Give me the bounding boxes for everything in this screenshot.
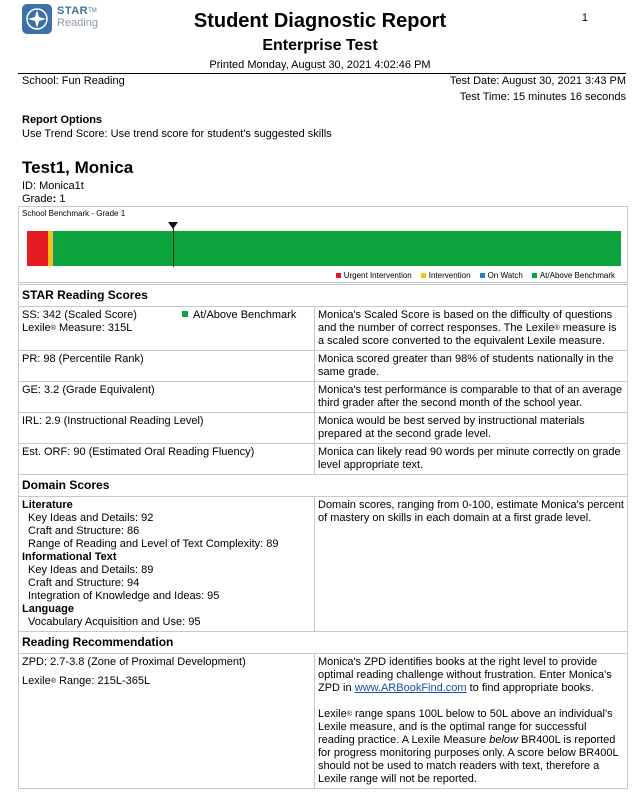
logo-product: Reading xyxy=(57,17,98,29)
benchmark-panel xyxy=(18,206,628,283)
domain-item: Craft and Structure: 94 xyxy=(28,577,140,589)
legend-item xyxy=(421,271,471,280)
logo-trademark: TM xyxy=(88,8,97,14)
legend-label: Urgent Intervention xyxy=(343,271,412,280)
table-row xyxy=(19,413,628,444)
grade-value: 1 xyxy=(59,193,66,205)
lex-desc-part-c: BR400L is reported for progress monitoring purposes only. A score below BR400L should not be used to match readers with text, therefore a Lexile range will not be reported. xyxy=(318,734,619,785)
zpd-range: ZPD: 2.7-3.8 (Zone of Proximal Development) xyxy=(22,656,246,668)
lexile-word: Lexile xyxy=(318,708,347,720)
domain-scores-list xyxy=(19,497,315,632)
ss-desc-part-b: measure is a scaled score converted to the equivalent Lexile measure. xyxy=(318,322,617,347)
percentile-rank: PR: 98 (Percentile Rank) xyxy=(19,351,315,382)
benchmark-label: School Benchmark - Grade 1 xyxy=(22,209,126,218)
trend-score-value: Use trend score for student's suggested skills xyxy=(110,128,332,140)
school-name: School: Fun Reading xyxy=(22,75,125,87)
legend-item xyxy=(532,271,615,280)
student-name: Test1, Monica xyxy=(22,158,134,177)
instructional-reading-level-description: Monica would be best served by instructional materials prepared at the second grade level. xyxy=(315,413,628,444)
table-row xyxy=(19,654,628,789)
diagnostic-table xyxy=(18,284,628,789)
printed-timestamp: Printed Monday, August 30, 2021 4:02:46 PM xyxy=(209,59,431,71)
benchmark-swatch xyxy=(182,311,188,317)
domain-scores-description: Domain scores, ranging from 0-100, estimate Monica's percent of mastery on skills in each domain at a first grade level. xyxy=(315,497,628,632)
benchmark-segment xyxy=(27,231,48,266)
domain-item: Vocabulary Acquisition and Use: 95 xyxy=(28,616,201,628)
trend-score-option xyxy=(22,128,332,140)
lexile-range-description xyxy=(318,708,624,786)
grade-equivalent-description: Monica's test performance is comparable to that of an average third grader after the second month of the school year. xyxy=(315,382,628,413)
oral-reading-fluency: Est. ORF: 90 (Estimated Oral Reading Fluency) xyxy=(19,444,315,475)
score-marker-icon xyxy=(168,222,178,229)
lexile-word: Lexile xyxy=(22,322,51,334)
registered-mark: ® xyxy=(554,325,560,332)
domain-item: Craft and Structure: 86 xyxy=(28,525,140,537)
legend-label: At/Above Benchmark xyxy=(539,271,615,280)
table-row xyxy=(19,444,628,475)
legend-swatch xyxy=(336,273,341,278)
page-number: 1 xyxy=(581,12,588,24)
table-row xyxy=(19,497,628,632)
student-id: ID: Monica1t xyxy=(22,180,84,192)
star-scores-heading: STAR Reading Scores xyxy=(19,285,628,307)
table-row xyxy=(19,382,628,413)
domain-scores-heading: Domain Scores xyxy=(19,475,628,497)
zpd-description xyxy=(318,656,624,695)
score-marker-line xyxy=(173,223,174,267)
registered-mark: ® xyxy=(50,325,56,332)
report-title: Student Diagnostic Report xyxy=(193,10,447,32)
lexile-range-value: Range: 215L-365L xyxy=(55,675,151,687)
section-header-row xyxy=(19,285,628,307)
lexile-measure xyxy=(22,322,311,335)
lex-desc-part-b: range spans 100L below to 50L above an individual’s Lexile measure, and is the optimal range for successful reading practice. A Lexile Measure xyxy=(318,708,613,746)
reading-recommendation-heading: Reading Recommendation xyxy=(19,632,628,654)
test-date: Test Date: August 30, 2021 3:43 PM xyxy=(449,75,626,87)
section-header-row xyxy=(19,475,628,497)
benchmark-status-label: At/Above Benchmark xyxy=(193,309,297,321)
grade-label: Grade xyxy=(22,193,53,205)
legend-swatch xyxy=(421,273,426,278)
benchmark-status xyxy=(182,309,296,322)
domain-item: Integration of Knowledge and Ideas: 95 xyxy=(28,590,220,602)
ss-desc-part-a: Monica's Scaled Score is based on the difficulty of questions and the number of correct responses. The Lexile xyxy=(318,309,613,334)
student-grade: Grade: 1 xyxy=(22,193,66,205)
arbookfind-link[interactable]: www.ARBookFind.com xyxy=(354,682,467,694)
benchmark-legend xyxy=(336,271,615,280)
lexile-range xyxy=(22,675,311,688)
oral-reading-fluency-description: Monica can likely read 90 words per minute correctly on grade level appropriate text. xyxy=(315,444,628,475)
lexile-measure-value: Measure: 315L xyxy=(55,322,133,334)
scaled-score-cell xyxy=(19,307,315,351)
legend-item xyxy=(336,271,412,280)
legend-label: On Watch xyxy=(487,271,523,280)
domain-heading: Literature xyxy=(22,499,73,511)
section-header-row xyxy=(19,632,628,654)
registered-mark: ® xyxy=(346,711,352,718)
legend-swatch xyxy=(480,273,485,278)
legend-item xyxy=(480,271,523,280)
percentile-rank-description: Monica scored greater than 98% of students nationally in the same grade. xyxy=(315,351,628,382)
test-time: Test Time: 15 minutes 16 seconds xyxy=(459,91,626,103)
domain-item: Key Ideas and Details: 89 xyxy=(28,564,154,576)
report-subtitle: Enterprise Test xyxy=(262,37,378,54)
scaled-score: SS: 342 (Scaled Score) xyxy=(22,309,137,321)
scaled-score-description xyxy=(315,307,628,351)
header-divider xyxy=(18,73,626,74)
recommendation-description xyxy=(315,654,628,789)
legend-swatch xyxy=(532,273,537,278)
registered-mark: ® xyxy=(50,678,56,685)
domain-heading: Language xyxy=(22,603,74,615)
zpd-desc-part-a: Monica's ZPD identifies books at the right level to provide optimal reading challenge without frustration. Enter Monica's ZPD in xyxy=(318,656,612,694)
grade-equivalent: GE: 3.2 (Grade Equivalent) xyxy=(19,382,315,413)
table-row xyxy=(19,351,628,382)
domain-item: Range of Reading and Level of Text Complexity: 89 xyxy=(28,538,279,550)
trend-score-label: Use Trend Score: xyxy=(22,128,108,140)
legend-label: Intervention xyxy=(428,271,471,280)
report-options-heading: Report Options xyxy=(22,114,103,126)
lex-desc-emphasis: below xyxy=(489,734,518,746)
logo-brand: STAR xyxy=(57,5,89,17)
benchmark-segment xyxy=(54,231,621,266)
benchmark-bar xyxy=(27,231,621,266)
recommendation-values xyxy=(19,654,315,789)
zpd-desc-part-b: to find appropriate books. xyxy=(466,682,594,694)
instructional-reading-level: IRL: 2.9 (Instructional Reading Level) xyxy=(19,413,315,444)
table-row xyxy=(19,307,628,351)
lexile-word: Lexile xyxy=(22,675,51,687)
domain-item: Key Ideas and Details: 92 xyxy=(28,512,154,524)
domain-heading: Informational Text xyxy=(22,551,117,563)
